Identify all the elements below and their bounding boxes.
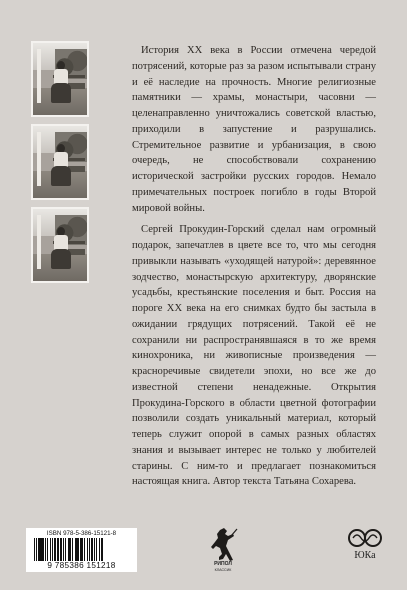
peasant-woman-figure: [51, 227, 71, 271]
yuka-name: ЮКа: [354, 550, 376, 561]
annotation-text: [132, 43, 376, 496]
photo-frame-1: [31, 41, 89, 117]
yuka-logo: [347, 526, 383, 566]
photo-frame-2: [31, 124, 89, 200]
paragraph-2: Сергей Прокудин-Горский сделал нам огромный подарок, запечатлев в цвете все то, что мы сегодня привыкли называть «уходящей натурой»: деревянное зодчество, монастырскую архитектуру, дворянские усадьбы, крестьянские поселения и быт. Россия на пороге XX века на его снимках будто бы застыла в ожидании грядущих потрясений. Такой её не сохранили ни распространявшаяся в то же время кинохроника, ни живописные произведения — красноречивые свидетели эпохи, но все же до известной степени ненадежные. Открытия Прокудина-Горского в области цветной фотографии позволили создать уникальный материал, который теперь служит опорой в самых разных областях знания и вызывает интерес не только у любителей старины. С ним-то и предлагает познакомиться настоящая книга. Автор текста Татьяна Сохарева.: [132, 224, 376, 488]
barcode-box: [26, 528, 137, 572]
ripol-logo: [208, 526, 238, 574]
photo-strip: [31, 41, 89, 290]
yuka-infinity-icon: [347, 526, 383, 550]
ripol-subtitle: КЛАССИК: [214, 568, 232, 572]
paragraph-1: История XX века в России отмечена чередой потрясений, которые раз за разом испытывали страну и её наследие на прочность. Многие религиозные памятники — храмы, монастыри, часовни — целенаправленно уничтожались советской властью, приходили в запустение и разрушались. Стремительное развитие и урбанизация, в свою очередь, не способствовали сохранению исторической застройки русских городов. Немало примечательных построек погибло в годы Второй мировой войны.: [132, 45, 376, 214]
photo-frame-3: [31, 207, 89, 283]
ripol-knight-icon: [208, 526, 238, 562]
barcode-digits: 9 785386 151218: [47, 561, 116, 570]
peasant-woman-figure: [51, 61, 71, 105]
peasant-woman-figure: [51, 144, 71, 188]
barcode-bars: [34, 538, 130, 561]
ripol-name: РИПОЛ: [214, 561, 232, 567]
isbn-label: ISBN 978-5-386-15121-8: [46, 530, 117, 537]
